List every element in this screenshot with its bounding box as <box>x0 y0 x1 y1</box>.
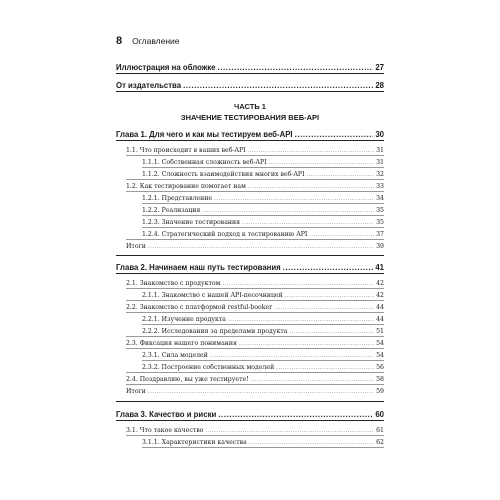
toc-dot-leader <box>295 129 374 140</box>
toc-entry-title: 1.2.1. Представление <box>142 195 213 202</box>
toc-entry-page: 62 <box>376 439 384 446</box>
toc-dot-leader <box>148 242 374 253</box>
toc-entry-title: Иллюстрация на обложке <box>116 63 216 72</box>
toc-entry-title: 1.1. Что происходит в ваших веб-API <box>126 147 246 154</box>
toc-entry-title: Глава 2. Начинаем наш путь тестирования <box>116 263 281 272</box>
toc-entry-page: 32 <box>376 171 384 178</box>
toc-entry-page: 54 <box>376 352 384 359</box>
toc-dot-leader <box>218 62 374 73</box>
toc-entry-title: 2.3.1. Сила моделей <box>142 352 208 359</box>
entry-rule <box>142 203 384 204</box>
toc-entry-page: 42 <box>376 292 384 299</box>
section-rule <box>116 140 384 141</box>
toc-entry-title: 2.4. Поздравляю, вы уже тестируете! <box>126 376 249 383</box>
toc-entry-page: 35 <box>376 219 384 226</box>
entry-rule <box>126 384 384 385</box>
toc-dot-leader <box>283 262 374 273</box>
entry-rule <box>126 155 384 156</box>
toc-entry-title: 2.1. Знакомство с продуктом <box>126 280 221 287</box>
running-head <box>116 35 180 47</box>
toc-entry-title: Итоги <box>126 243 146 250</box>
entry-rule <box>126 372 384 373</box>
toc-entry-chapter-2[interactable] <box>116 262 384 273</box>
entry-rule <box>142 324 384 325</box>
toc-entry-page: 37 <box>376 231 384 238</box>
toc-entry[interactable] <box>116 386 384 397</box>
section-rule <box>116 420 384 421</box>
toc-entry-page: 31 <box>376 159 384 166</box>
toc-entry-page: 42 <box>376 280 384 287</box>
entry-rule <box>126 348 384 349</box>
toc-entry-title: 1.2.4. Стратегический подход к тестированию API <box>142 231 308 238</box>
toc-entry-title: 2.3.2. Построение собственных моделей <box>142 364 275 371</box>
toc-entry-title: 1.2.2. Реализация <box>142 207 201 214</box>
entry-rule <box>142 447 384 448</box>
toc-entry-page: 27 <box>375 63 384 72</box>
toc-entry-page: 28 <box>375 81 384 90</box>
toc-entry-title: 2.2. Знакомство с платформой restful-booker <box>126 304 273 311</box>
entry-rule <box>142 360 384 361</box>
toc-entry-page: 54 <box>376 340 384 347</box>
entry-rule <box>126 300 384 301</box>
toc-entry-title: 1.2. Как тестирование помогает нам <box>126 183 246 190</box>
entry-rule <box>126 336 384 337</box>
toc-entry-title: 2.3. Фиксация нашего понимания <box>126 340 237 347</box>
toc-entry-title: 2.2.1. Изучение продукта <box>142 316 226 323</box>
running-head-title: Оглавление <box>132 36 180 46</box>
entry-rule <box>142 167 384 168</box>
toc-entry-title: Глава 1. Для чего и как мы тестируем веб-API <box>116 130 293 139</box>
entry-rule <box>126 191 384 192</box>
section-rule <box>116 91 384 92</box>
toc-entry-cover-illustration[interactable] <box>116 62 384 73</box>
toc-entry-page: 59 <box>376 388 384 395</box>
toc-entry-title: 1.1.2. Сложность взаимодействия многих веб-API <box>142 171 305 178</box>
toc-entry-page: 35 <box>376 207 384 214</box>
entry-rule <box>126 312 384 313</box>
toc-entry-title: 3.1. Что такое качество <box>126 427 204 434</box>
section-rule <box>116 273 384 274</box>
toc-entry-page: 61 <box>376 427 384 434</box>
entry-rule <box>126 179 384 180</box>
toc-entry-page: 60 <box>375 410 384 419</box>
entry-rule <box>142 215 384 216</box>
toc-entry-title: От издательства <box>116 81 182 90</box>
toc-entry-page: 33 <box>376 183 384 190</box>
toc-entry-title: 1.1.1. Собственная сложность веб-API <box>142 159 267 166</box>
toc-entry-chapter-3[interactable] <box>116 409 384 420</box>
toc-entry-page: 58 <box>376 376 384 383</box>
part-label: ЧАСТЬ 1 <box>234 102 266 111</box>
toc-entry-chapter-1[interactable] <box>116 129 384 140</box>
toc-entry-title: 2.1.1. Знакомство с нашей API-песочницей <box>142 292 283 299</box>
toc-entry-title: Итоги <box>126 388 146 395</box>
toc-entry[interactable] <box>116 241 384 252</box>
toc-entry-page: 34 <box>376 195 384 202</box>
toc-entry-page: 41 <box>375 263 384 272</box>
section-rule <box>116 401 384 402</box>
part-title: ЗНАЧЕНИЕ ТЕСТИРОВАНИЯ ВЕБ-API <box>180 113 320 122</box>
toc-entry-title: Глава 3. Качество и риски <box>116 410 217 419</box>
toc-entry-page: 30 <box>375 130 384 139</box>
entry-rule <box>126 239 384 240</box>
entry-rule <box>126 288 384 289</box>
toc-dot-leader <box>218 409 373 420</box>
toc-dot-leader <box>183 80 373 91</box>
toc-entry-title: 2.2.2. Исследования за пределами продукта <box>142 328 288 335</box>
toc-entry-page: 44 <box>376 304 384 311</box>
toc-entry-from-publisher[interactable] <box>116 80 384 91</box>
toc-entry-page: 31 <box>376 147 384 154</box>
section-rule <box>116 73 384 74</box>
toc-entry-title: 1.2.3. Значение тестирования <box>142 219 241 226</box>
toc-dot-leader <box>148 387 374 398</box>
entry-rule <box>142 227 384 228</box>
part-heading <box>116 101 384 123</box>
toc-entry-page: 56 <box>376 364 384 371</box>
page-number: 8 <box>116 35 123 47</box>
toc-entry-page: 39 <box>376 243 384 250</box>
toc-entry-page: 51 <box>376 328 384 335</box>
entry-rule <box>126 435 384 436</box>
toc-entry-page: 44 <box>376 316 384 323</box>
toc-entry-title: 3.1.1. Характеристики качества <box>142 439 247 446</box>
section-rule <box>116 255 384 256</box>
